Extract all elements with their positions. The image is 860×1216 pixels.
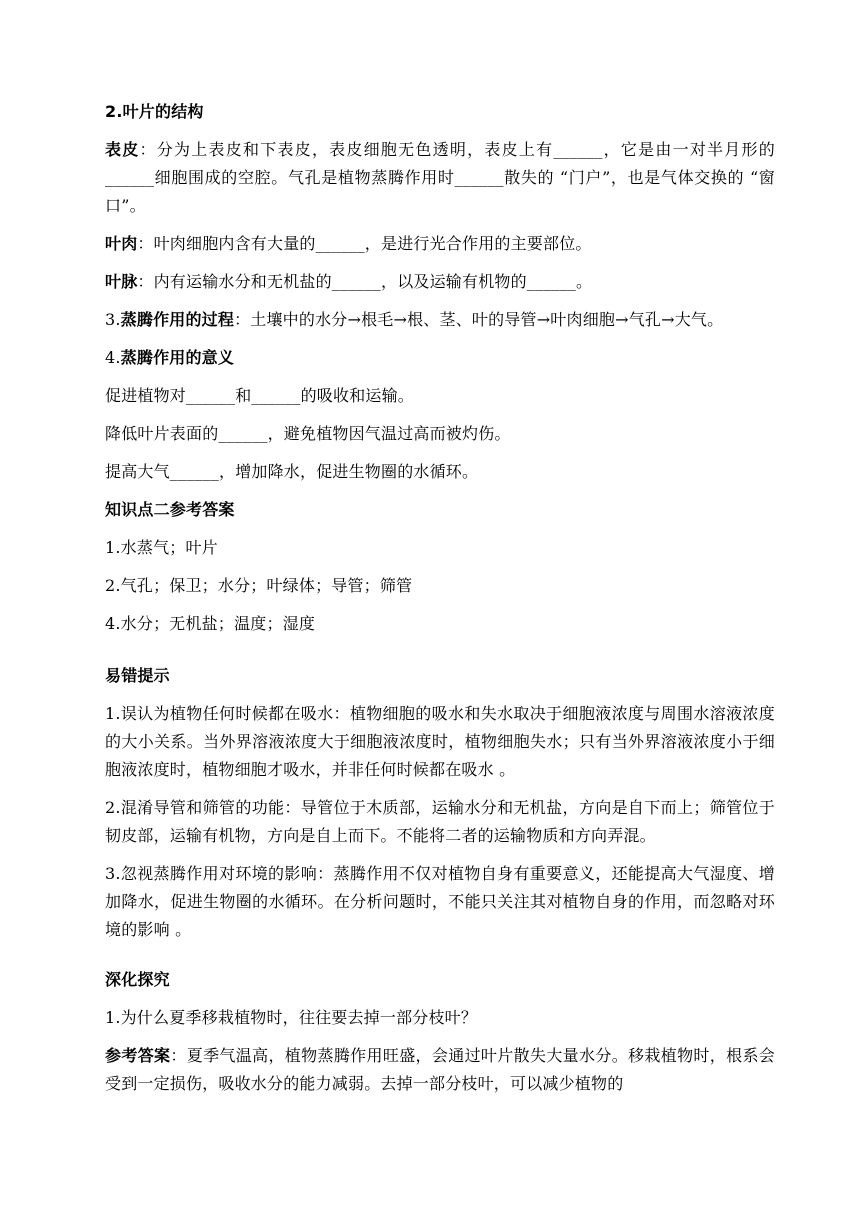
tips-heading: 易错提示 <box>105 666 170 685</box>
answer-line: 1.水蒸气；叶片 <box>105 538 218 557</box>
meaning-line: 降低叶片表面的______，避免植物因气温过高而被灼伤。 <box>105 424 511 443</box>
explore-answer-label: 参考答案 <box>105 1046 171 1065</box>
vein-text: ：内有运输水分和无机盐的______，以及运输有机物的______。 <box>137 272 593 291</box>
explore-question: 1.为什么夏季移栽植物时，往往要去掉一部分枝叶？ <box>105 1008 478 1027</box>
answer-line: 4.水分；无机盐；温度；湿度 <box>105 614 316 633</box>
document-page <box>105 98 775 1108</box>
spacer <box>105 648 775 662</box>
meaning-line: 提高大气______，增加降水，促进生物圈的水循环。 <box>105 462 479 481</box>
meaning-number: 4. <box>105 348 121 367</box>
answer-line: 2.气孔；保卫；水分；叶绿体；导管；筛管 <box>105 576 413 595</box>
mesophyll-label: 叶肉 <box>105 234 138 253</box>
process-text: ：土壤中的水分→根毛→根、茎、叶的导管→叶肉细胞→气孔→大气。 <box>234 310 724 329</box>
vein-paragraph <box>105 268 775 296</box>
explore-answer-text: ：夏季气温高，植物蒸腾作用旺盛，会通过叶片散失大量水分。移栽植物时，根系会受到一定损伤，吸收水分的能力减弱。去掉一部分枝叶，可以减少植物的 <box>105 1046 775 1093</box>
process-label: 蒸腾作用的过程 <box>120 310 235 329</box>
answers-heading: 知识点二参考答案 <box>105 500 235 519</box>
transpiration-process-paragraph <box>105 306 775 334</box>
tip-item: 3.忽视蒸腾作用对环境的影响：蒸腾作用不仅对植物自身有重要意义，还能提高大气湿度、增加降水，促进生物圈的水循环。在分析问题时，不能只关注其对植物自身的作用，而忽略对环境的影响 。 <box>105 864 775 939</box>
meaning-line: 促进植物对______和______的吸收和运输。 <box>105 386 415 405</box>
mesophyll-text: ：叶肉细胞内含有大量的______，是进行光合作用的主要部位。 <box>137 234 592 253</box>
vein-label: 叶脉 <box>105 272 138 291</box>
process-number: 3. <box>105 310 121 329</box>
epidermis-label: 表皮 <box>105 140 140 159</box>
explore-answer <box>105 1042 775 1098</box>
epidermis-text: ：分为上表皮和下表皮，表皮细胞无色透明，表皮上有______，它是由一对半月形的______细胞围成的空腔。气孔是植物蒸腾作用时______散失的 “门户”，也是气体交换的 “窗口”。 <box>105 140 775 215</box>
mesophyll-paragraph <box>105 230 775 258</box>
transpiration-meaning-heading <box>105 344 775 372</box>
explore-heading: 深化探究 <box>105 970 170 989</box>
tip-item: 2.混淆导管和筛管的功能：导管位于木质部，运输水分和无机盐，方向是自下而上；筛管位于韧皮部，运输有机物，方向是自上而下。不能将二者的运输物质和方向弄混。 <box>105 798 775 845</box>
meaning-label: 蒸腾作用的意义 <box>120 348 235 367</box>
tip-item: 1.误认为植物任何时候都在吸水：植物细胞的吸水和失水取决于细胞液浓度与周围水溶液浓度的大小关系。当外界溶液浓度大于细胞液浓度时，植物细胞失水；只有当外界溶液浓度小于细胞液浓度时，植物细胞才吸水，并非任何时候都在吸水 。 <box>105 704 775 779</box>
leaf-structure-heading: 2.叶片的结构 <box>105 102 204 121</box>
spacer <box>105 954 775 966</box>
epidermis-paragraph <box>105 136 775 220</box>
